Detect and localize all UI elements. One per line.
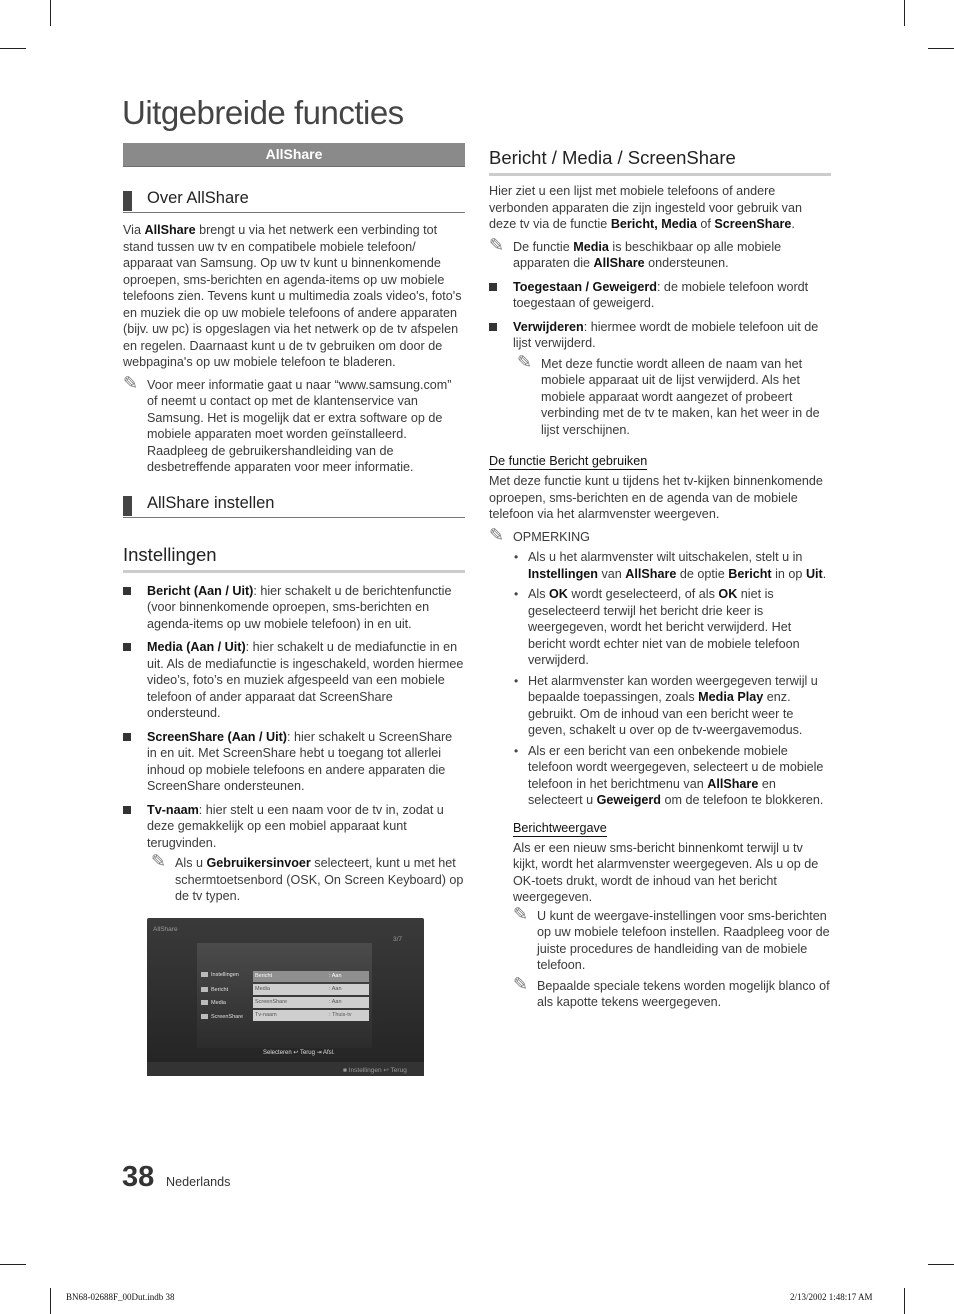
note: ✎ De functie Media is beschikbaar op alle mobiele apparaten die AllShare ondersteunen. [489, 234, 782, 270]
section-banner: AllShare [123, 143, 465, 167]
page-title: Uitgebreide functies [122, 94, 404, 131]
note: ✎ Voor meer informatie gaat u naar “www.samsung.com” of neemt u contact op met de klantenservice van Samsung. Het is mogelijk dat er extra software op de mobiele apparaten moet worden geïnstalleerd. Raadpleeg de gebruikershandleiding van de desbetreffende apparaten voor meer informatie. [123, 372, 452, 474]
pencil-note-icon: ✎ [151, 851, 167, 871]
tv-bottom-bar: ■ Instellingen ↩ Terug [147, 1062, 424, 1076]
crop-mark [0, 1264, 26, 1265]
intro: Hier ziet u een lijst met mobiele telefoons of andere verbonden apparaten die zijn ingesteld voor gebruik van deze tv via de functie Bericht, Media of ScreenShare. [489, 184, 802, 231]
tv-menu-item: Bericht [201, 987, 228, 993]
print-date-label: 2/13/2002 1:48:17 AM [790, 1292, 873, 1302]
screen-icon [201, 1014, 208, 1019]
bullet-square-icon [123, 587, 131, 595]
page-number: 38 [122, 1161, 155, 1193]
crop-mark [50, 1288, 51, 1314]
media-icon [201, 1000, 208, 1005]
pencil-note-icon: ✎ [123, 372, 139, 393]
crop-mark [904, 0, 905, 26]
tv-row-bericht: Bericht : Aan [253, 971, 369, 982]
heading-over-allshare: Over AllShare [123, 189, 465, 213]
note: ✎ Met deze functie wordt alleen de naam van het mobiele apparaat uit de lijst verwijderd. Als het mobiele apparaat wordt aangezet of probeert verbinding met de tv te maken, kan het weer in de lijst verschijnen. [517, 351, 820, 437]
tv-title: AllShare [153, 926, 178, 933]
right-column [489, 143, 831, 1011]
heading-bericht-media-screenshare: Bericht / Media / ScreenShare [489, 147, 831, 176]
note: ✎ U kunt de weergave-instellingen voor sms-berichten op uw mobiele telefoon instellen. Raadpleeg voor de juiste procedures de handleiding van de mobiele telefoon. [513, 903, 830, 972]
list-item: • Als er een bericht van een onbekende mobiele telefoon wordt weergegeven, selecteert u de mobiele telefoon in het berichtmenu van AllShare en selecteert u Geweigerd om de telefoon te blokkeren. [514, 743, 824, 807]
note: ✎ Als u Gebruikersinvoer selecteert, kunt u met het schermtoetsenbord (OSK, On Screen Keyboard) op de tv typen. [151, 851, 464, 903]
heading-instellingen: Instellingen [123, 544, 465, 573]
tv-page: 3/7 [393, 936, 403, 943]
over-body: Via AllShare brengt u via het netwerk een verbinding tot stand tussen uw tv en compatibele mobiele telefoon/ apparaat van Samsung. Op uw tv kunt u binnenkomende oproepen, sms-berichten en agenda-items op uw mobiele telefoons zien. Tevens kunt u multimedia zoals video's, foto's en muziek die op uw mobiele telefoons of andere apparaten (bijv. uw pc) is opgeslagen via het netwerk op de tv afspelen en regelen. Daarnaast kunt u de tv gebruiken om door de webpagina's op uw mobiele telefoon te bladeren. [123, 223, 462, 369]
bullet-square-icon [123, 733, 131, 741]
bullet-square-icon [489, 283, 497, 291]
pencil-note-icon: ✎ [489, 234, 505, 255]
bullet-square-icon [489, 323, 497, 331]
tv-screenshot [147, 918, 424, 1076]
list-item: • Als u het alarmvenster wilt uitschakelen, stelt u in Instellingen van AllShare de optie Bericht in op Uit. [514, 550, 827, 581]
opmerking-list [513, 549, 831, 1011]
subheading-bericht-gebruiken: De functie Bericht gebruiken [489, 454, 648, 468]
left-column [123, 143, 465, 905]
crop-mark [928, 48, 954, 49]
list-item: ScreenShare (Aan / Uit): hier schakelt u ScreenShare in en uit. Met ScreenShare hebt u toegang tot allerlei inhoud op mobiele telefoons en andere apparaten die ScreenShare ondersteunen. [123, 729, 465, 795]
tv-menu-item: Instellingen [201, 972, 239, 978]
berichtweergave-body: Als er een nieuw sms-bericht binnenkomt terwijl u tv kijkt, wordt het alarmvenster weergegeven. Als u op de OK-toets drukt, wordt de inhoud van het bericht weergegeven. [513, 840, 819, 904]
bullet-square-icon [123, 806, 131, 814]
tv-row-tv-naam: Tv-naam : Thuis-tv [253, 1010, 369, 1021]
bullet-square-icon [123, 643, 131, 651]
tv-row-media: Media : Aan [253, 984, 369, 995]
pencil-note-icon: ✎ [513, 903, 529, 924]
gear-icon [201, 972, 208, 977]
heading-bar-icon [123, 191, 132, 211]
crop-mark [0, 48, 26, 49]
list-item: Verwijderen: hiermee wordt de mobiele telefoon uit de lijst verwijderd. [489, 319, 831, 352]
print-file-label: BN68-02688F_00Dut.indb 38 [66, 1292, 175, 1302]
list-item: Tv-naam: hier stelt u een naam voor de tv in, zodat u deze gemakkelijk op een mobiel apparaat kunt terugvinden. [123, 802, 465, 852]
pencil-note-icon: ✎ [517, 351, 533, 372]
pencil-note-icon: ✎ [489, 524, 505, 545]
subheading-berichtweergave: Berichtweergave [513, 820, 607, 835]
bericht-body: Met deze functie kunt u tijdens het tv-kijken binnenkomende oproepen, sms-berichten en de agenda van de mobiele telefoon via het alarmvenster weergeven. [489, 474, 823, 521]
tv-settings-panel [197, 943, 372, 1056]
tv-menu-item: ScreenShare [201, 1014, 243, 1020]
list-item: Toegestaan / Geweigerd: de mobiele telefoon wordt toegestaan of geweigerd. [489, 279, 831, 312]
list-item: Media (Aan / Uit): hier schakelt u de mediafunctie in en uit. Als de mediafunctie is ingeschakeld, worden hiermee video’s, foto’s en muziek afgespeeld van een mobiele telefoon of ander apparaat dat ScreenShare ondersteund. [123, 639, 465, 722]
crop-mark [904, 1288, 905, 1314]
list-item: • Het alarmvenster kan worden weergegeven terwijl u bepaalde toepassingen, zoals Media Play enz. gebruikt. Om de inhoud van een bericht weer te geven, schakelt u over op de tv-weergavemodus. [514, 673, 818, 737]
heading-bar-icon [123, 496, 132, 516]
crop-mark [928, 1264, 954, 1265]
list-item: Bericht (Aan / Uit): hier schakelt u de berichtenfunctie (voor binnenkomende oproepen, sms-berichten en agenda-items op uw mobiele telefoon) in en uit. [123, 583, 465, 633]
crop-mark [50, 0, 51, 26]
message-icon [201, 987, 208, 992]
note: ✎ Bepaalde speciale tekens worden mogelijk blanco of als kapotte tekens weergegeven. [513, 973, 830, 1009]
note: ✎ OPMERKING [489, 524, 590, 545]
tv-row-screenshare: ScreenShare : Aan [253, 997, 369, 1008]
tv-footer-hints: Selecteren ↩ Terug ⇥ Afsl. [263, 1050, 335, 1056]
list-item: • Als OK wordt geselecteerd, of als OK niet is geselecteerd terwijl het bericht drie keer is weergegeven, wordt het bericht verwijderd. Het bericht wordt echter niet van de mobiele telefoon verwijderd. [514, 587, 800, 667]
tv-menu-item: Media [201, 1000, 226, 1006]
pencil-note-icon: ✎ [513, 973, 529, 994]
heading-allshare-instellen: AllShare instellen [123, 494, 465, 518]
language-label: Nederlands [166, 1175, 231, 1189]
